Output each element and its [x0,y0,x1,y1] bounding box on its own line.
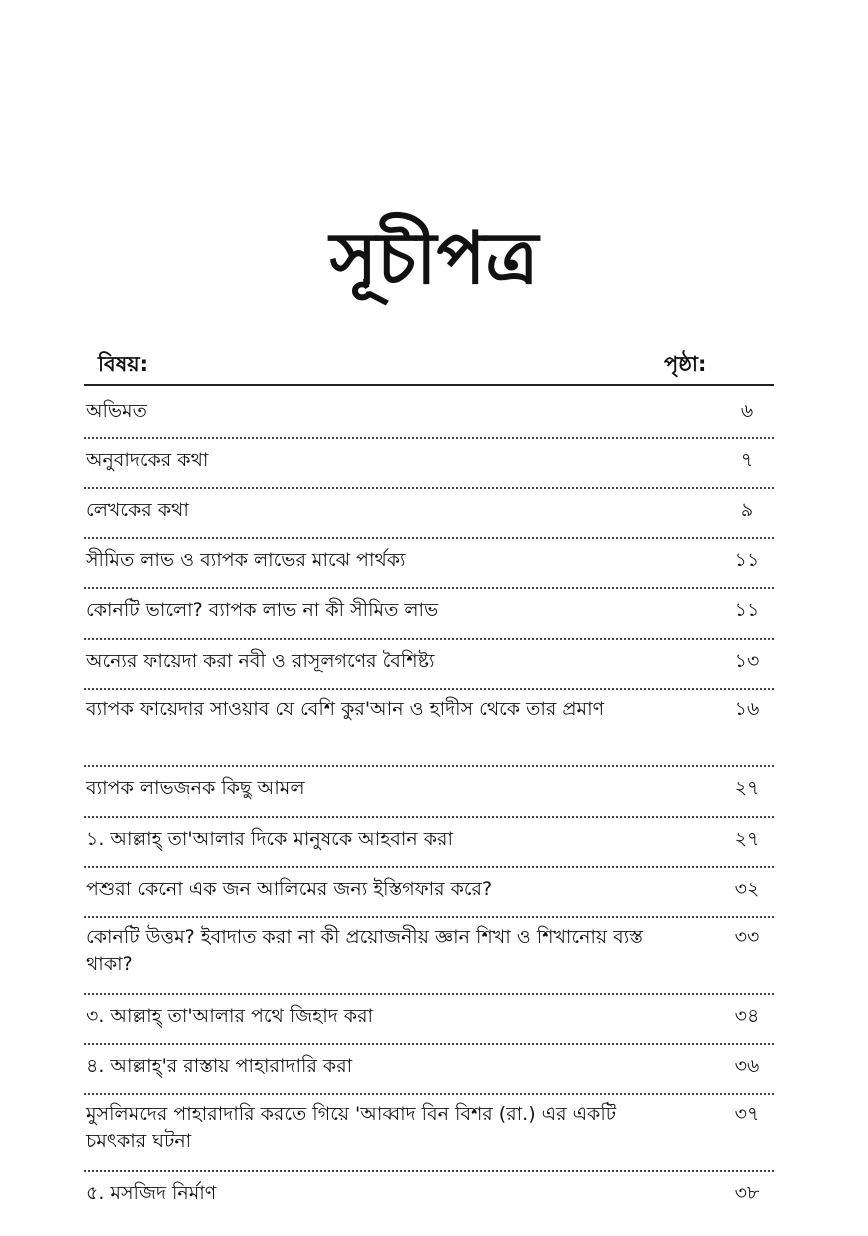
entry-title: অভিমত [86,400,147,422]
entry-page: ৩৭ [734,1103,760,1125]
entry-page: ৩২ [734,878,760,900]
toc-entry [84,1170,774,1214]
entry-title: ৩. আল্লাহ্ তা'আলার পথে জিহাদ করা [86,1005,374,1027]
entry-page: ১৬ [734,698,760,720]
toc-entry [84,587,774,640]
entry-page: ১৩ [734,650,760,672]
entry-page: ১১ [734,549,760,571]
entry-page: ৩৪ [734,1005,760,1027]
entry-page: ৩৩ [734,926,760,948]
entry-title: সীমিত লাভ ও ব্যাপক লাভের মাঝে পার্থক্য [86,549,406,571]
toc-entry [84,1093,774,1172]
entry-page: ৩৬ [734,1055,760,1077]
toc-entry [84,765,774,818]
entry-title: ৪. আল্লাহ্'র রাস্তায় পাহারাদারি করা [86,1055,353,1077]
entry-title: মুসলিমদের পাহারাদারি করতে গিয়ে 'আব্বাদ বিন বিশর (রা.) এর একটি চমৎকার ঘটনা [86,1103,617,1152]
entry-page: ২৭ [734,828,760,850]
toc-entry [84,688,774,767]
toc-entry [84,487,774,539]
page-column-label: পৃষ্ঠা: [664,352,707,376]
entry-title: অন্যের ফায়েদা করা নবী ও রাসূলগণের বৈশিষ্ট্য [86,650,435,672]
toc-entry [84,638,774,690]
entry-page: ৭ [740,449,754,471]
entry-page: ৩৮ [734,1182,760,1204]
toc-entry [84,993,774,1045]
toc-entry [84,916,774,995]
entry-title: ব্যাপক ফায়েদার সাওয়াব যে বেশি কুর'আন ও হাদীস থেকে তার প্রমাণ [86,698,605,720]
page-title: সূচীপত্র [329,216,539,300]
entry-title: অনুবাদকের কথা [86,449,209,471]
entry-title: ব্যাপক লাভজনক কিছু আমল [86,777,305,799]
toc-entry [84,437,774,489]
toc-entry [84,816,774,868]
topic-column-label: বিষয়: [98,352,149,376]
entry-title: লেখকের কথা [86,499,189,521]
entry-page: ২৭ [734,777,760,799]
entry-page: ৬ [740,400,754,422]
entry-title: কোনটি উত্তম? ইবাদাত করা না কী প্রয়োজনীয় জ্ঞান শিখা ও শিখানোয় ব্যস্ত থাকা? [86,926,643,975]
entry-title: কোনটি ভালো? ব্যাপক লাভ না কী সীমিত লাভ [86,599,439,621]
toc-entry [84,388,774,439]
toc-entry [84,537,774,589]
entry-page: ১১ [734,599,760,621]
entry-title: পশুরা কেনো এক জন আলিমের জন্য ইস্তিগফার করে? [86,878,493,900]
entry-title: ১. আল্লাহ্ তা'আলার দিকে মানুষকে আহবান করা [86,828,454,850]
toc-entry [84,866,774,918]
entry-title: ৫. মসজিদ নির্মাণ [86,1182,217,1204]
toc-entry [84,1043,774,1095]
toc-header [84,342,774,386]
entry-page: ৯ [740,499,754,521]
